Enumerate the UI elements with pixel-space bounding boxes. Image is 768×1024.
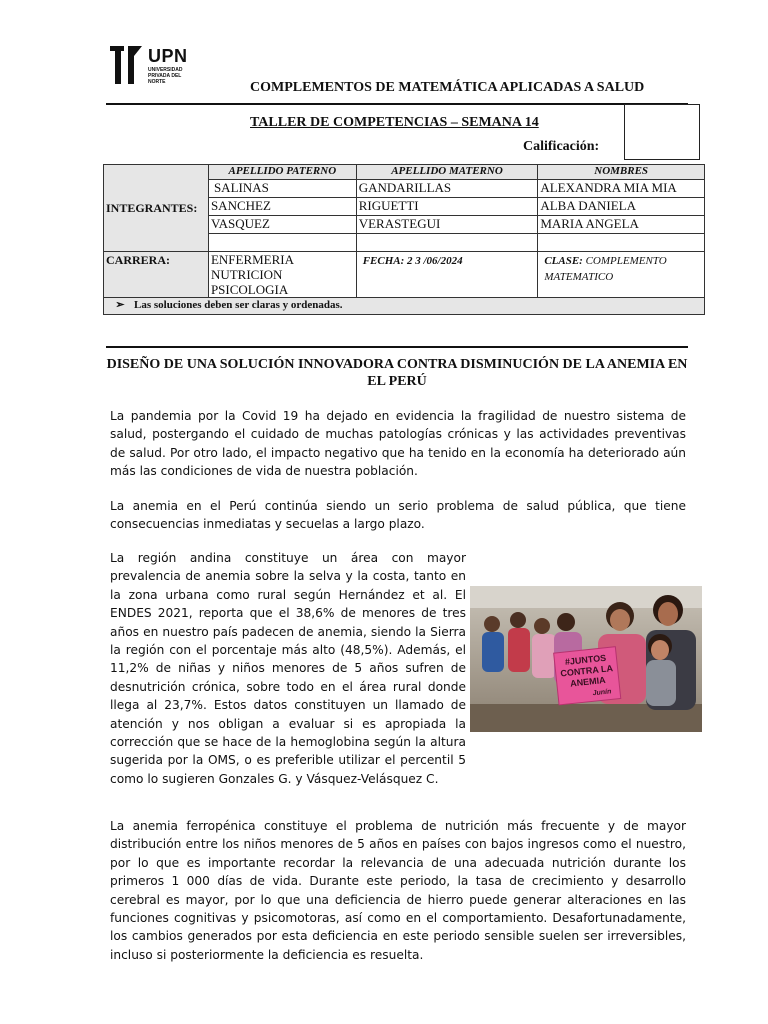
note-cell [104,298,705,315]
clase-value: COMPLEMENTO MATEMATICO [544,255,667,283]
table-cell: ALBA DANIELA [538,198,705,216]
table-cell [538,234,705,252]
table-cell: RIGUETTI [356,198,538,216]
fecha-cell [356,252,538,298]
grade-box [624,104,700,160]
column-header: APELLIDO MATERNO [356,165,538,180]
carrera-item: PSICOLOGIA [210,282,289,297]
roster-table [103,164,705,315]
carrera-item: NUTRICION [210,267,283,282]
upn-logo [108,46,198,90]
column-header: NOMBRES [538,165,705,180]
table-cell: VASQUEZ [208,216,356,234]
course-title: COMPLEMENTOS DE MATEMÁTICA APLICADAS A SALUD [250,80,645,95]
anemia-campaign-photo [470,586,702,732]
sign-line: CONTRA LA [559,663,614,679]
clase-label: CLASE: [544,255,583,267]
table-cell [356,234,538,252]
carrera-values [208,252,356,298]
fecha-value: FECHA: 2 3 /06/2024 [362,255,463,267]
note-row [104,298,705,315]
section-divider [106,346,688,348]
arrow-bullet-icon: ➢ [115,299,125,311]
clase-text [544,255,666,283]
table-cell: ALEXANDRA MIA MIA [538,180,705,198]
column-header: APELLIDO PATERNO [208,165,356,180]
table-cell [208,234,356,252]
paragraph-1: La pandemia por la Covid 19 ha dejado en evidencia la fragilidad de nuestro sistema de salud, postergando el cuidado de muchas patologías crónicas y las actividades preventivas de salud. Por otro lado, el impacto negativo que ha tenido en la economía ha deteriorado aún más las condiciones de vida de nuestra población. [110,409,686,479]
logo-subtitle: UNIVERSIDAD PRIVADA DEL NORTE [148,67,183,85]
table-cell: GANDARILLAS [356,180,538,198]
carrera-label: CARRERA: [106,253,170,267]
sign-line: #JUNTOS [564,652,607,668]
sign-line: ANEMIA [569,674,607,689]
integrantes-label-cell [104,165,209,252]
carrera-row [104,252,705,298]
workshop-title: TALLER DE COMPETENCIAS – SEMANA 14 [250,115,539,130]
paragraph-2: La anemia en el Perú continúa siendo un serio problema de salud pública, que tiene consecuencias inmediatas y secuelas a largo plazo. [110,499,686,532]
integrantes-label: INTEGRANTES: [106,201,198,215]
grade-label: Calificación: [523,139,600,154]
sign-line: Junín [592,688,612,698]
table-cell: MARIA ANGELA [538,216,705,234]
paragraph-4: La anemia ferropénica constituye el problema de nutrición más frecuente y de mayor distribución entre los niños menores de 5 años en países con bajos ingresos como el nuestro, por lo que es importante recordar la relevancia de una adecuada nutrición durante los primeros 1 000 días de vida. Durante este periodo, la tasa de crecimiento y desarrollo cerebral es mayor, por lo que una deficiencia de hierro puede generar alteraciones en las funciones cognitivas y psicomotoras, así como en el comportamiento. Desafortunadamente, los cambios generados por esta deficiencia en este periodo sensible suelen ser irreversibles, incluso si posteriormente la deficiencia es resuelta. [110,819,686,962]
document-title: DISEÑO DE UNA SOLUCIÓN INNOVADORA CONTRA DISMINUCIÓN DE LA ANEMIA EN EL PERÚ [106,357,688,389]
header-divider [106,103,688,105]
table-cell: SALINAS [208,180,356,198]
carrera-label-cell [104,252,209,298]
table-cell: SANCHEZ [208,198,356,216]
roster-header-row [104,165,705,180]
table-cell: VERASTEGUI [356,216,538,234]
photo-illustration [470,586,702,732]
carrera-item: ENFERMERIA [210,252,295,267]
paragraph-3: La región andina constituye un área con mayor prevalencia de anemia sobre la selva y la costa, tanto en la zona urbana como rural según Hernández et al. El ENDES 2021, reporta que el 38,6% de menores de tres años en nuestro país padecen de anemia, siendo la Sierra la región con el porcentaje más alto (48,5%). Además, el 11,2% de niñas y niños menores de 5 años sufren de desnutrición crónica, sobre todo en el área rural donde llega al 23,7%. Estos datos constituyen un llamado de atención y nos obligan a evaluar si es apropiada la corrección que se hace de la hemoglobina según la altura sugerida por la OMS, o es preferible utilizar el percentil 5 como lo sugieren Gonzales G. y Vásquez-Velásquez C. [110,551,466,786]
clase-cell [538,252,705,298]
logo-wordmark: UPN [148,46,188,66]
upn-logo-icon [108,46,144,86]
solutions-note: Las soluciones deben ser claras y ordenadas. [134,299,343,311]
